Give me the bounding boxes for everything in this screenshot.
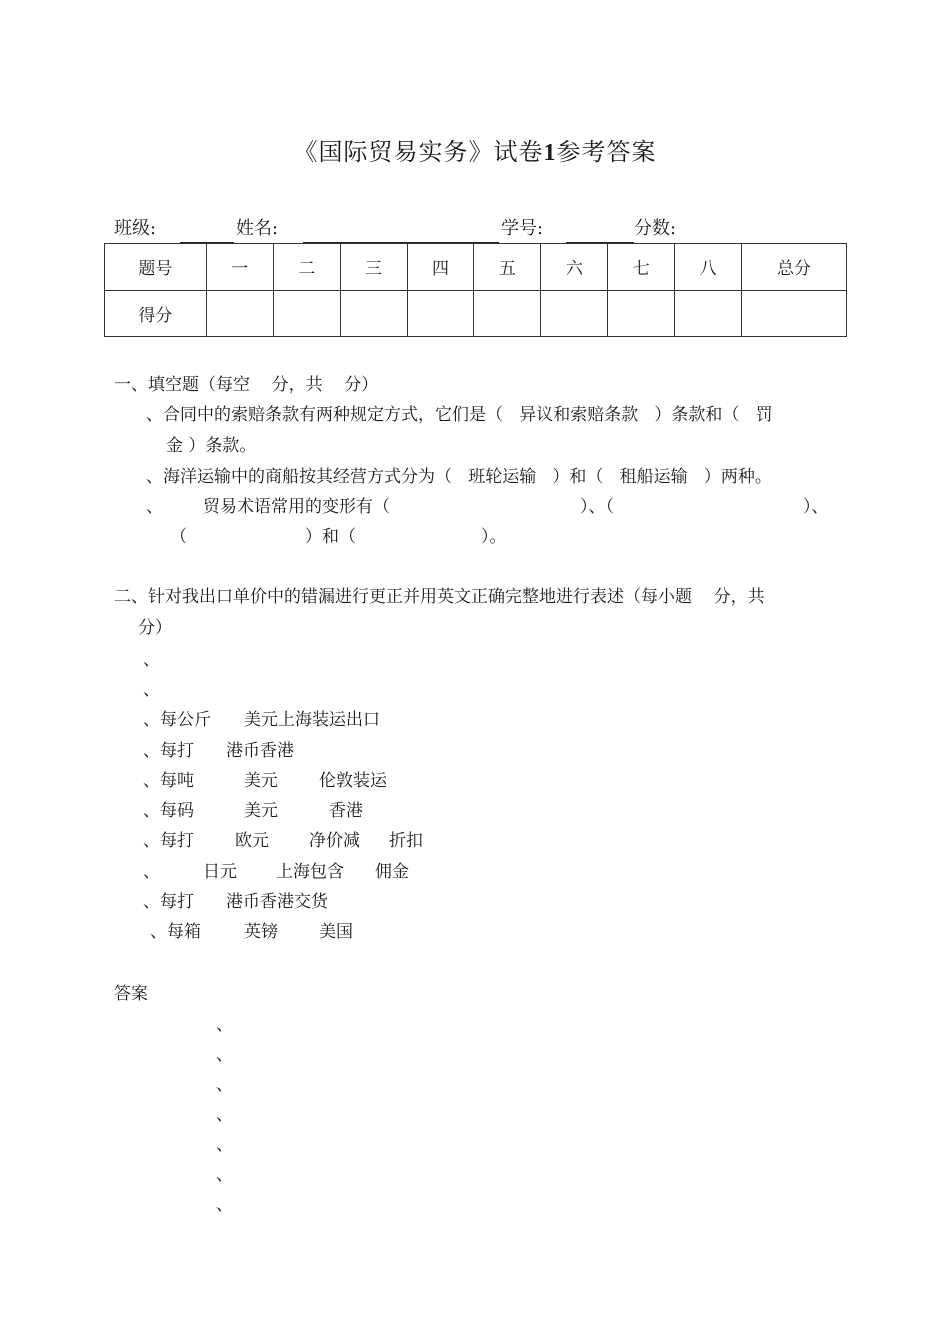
header-cell-5: 五 (474, 244, 541, 291)
score-table-header-row (105, 244, 847, 291)
section2-item-4-a: 、每打 (143, 741, 194, 761)
section2-item-3-b: 美元上海装运出口 (244, 710, 380, 730)
section2-item-5-c: 伦敦装运 (319, 771, 387, 791)
header-cell-1: 一 (206, 244, 273, 291)
section1-q3-text: 贸易术语常用的变形有（ (203, 497, 390, 517)
section2-item-8-c: 上海包含 (276, 862, 344, 882)
section2-item-7-a: 、每打 (143, 831, 194, 851)
score-cell[interactable] (206, 290, 273, 337)
section1-q2: 、海洋运输中的商船按其经营方式分为（ 班轮运输 ）和（ 租船运输 ）两种。 (146, 467, 772, 487)
header-cell-2: 二 (273, 244, 340, 291)
header-cell-6: 六 (541, 244, 608, 291)
section2-item-6-b: 美元 (244, 801, 278, 821)
section1-q1-line2: 金 ）条款。 (166, 436, 257, 456)
section2-heading-line1: 二、针对我出口单价中的错漏进行更正并用英文正确完整地进行表述（每小题 分，共 (114, 587, 765, 607)
header-cell-3: 三 (340, 244, 407, 291)
answer-mark-4: 、 (216, 1105, 233, 1125)
student-id-label: 学号: (501, 218, 544, 239)
section2-item-10-c: 美国 (319, 922, 353, 942)
score-cell[interactable] (407, 290, 474, 337)
header-cell-total: 总分 (742, 244, 847, 291)
section2-item-9-b: 港币香港交货 (226, 892, 328, 912)
score-cell[interactable] (675, 290, 742, 337)
score-table (104, 243, 847, 337)
section2-item-3-a: 、每公斤 (143, 710, 211, 730)
answer-mark-6: 、 (216, 1165, 233, 1185)
section2-item-5-b: 美元 (244, 771, 278, 791)
header-cell-question-no: 题号 (105, 244, 207, 291)
score-cell-total[interactable] (742, 290, 847, 337)
section1-q3-mark: 、 (146, 497, 163, 517)
section2-item-6-c: 香港 (329, 801, 363, 821)
score-cell[interactable] (273, 290, 340, 337)
answer-mark-3: 、 (216, 1075, 233, 1095)
score-cell[interactable] (608, 290, 675, 337)
answer-mark-7: 、 (216, 1195, 233, 1215)
section2-item-1: 、 (143, 650, 160, 670)
name-label: 姓名: (236, 218, 279, 239)
score-cell[interactable] (340, 290, 407, 337)
section2-item-10-a: 、每箱 (150, 922, 201, 942)
answer-mark-5: 、 (216, 1135, 233, 1155)
answer-mark-2: 、 (216, 1045, 233, 1065)
header-cell-8: 八 (675, 244, 742, 291)
score-cell[interactable] (541, 290, 608, 337)
header-cell-4: 四 (407, 244, 474, 291)
page-title: 《国际贸易实务》试卷1参考答案 (293, 138, 657, 166)
section2-heading-line2: 分） (138, 618, 172, 638)
score-table-score-row (105, 290, 847, 337)
section1-heading: 一、填空题（每空 分，共 分） (114, 375, 379, 395)
section2-item-8-a: 、 (143, 862, 160, 882)
section2-item-4-b: 港币香港 (226, 741, 294, 761)
row-label-score: 得分 (105, 290, 207, 337)
section2-item-10-b: 英镑 (244, 922, 278, 942)
class-label: 班级: (114, 218, 157, 239)
section2-item-6-a: 、每码 (143, 801, 194, 821)
answer-mark-1: 、 (216, 1015, 233, 1035)
section2-item-5-a: 、每吨 (143, 771, 194, 791)
section2-item-8-b: 日元 (203, 862, 237, 882)
section1-q3-line2-close: ）。 (481, 527, 507, 547)
section1-q3-sep1: ）、（ (580, 497, 614, 517)
section2-item-7-d: 折扣 (389, 831, 423, 851)
section2-item-7-c: 净价减 (309, 831, 360, 851)
section1-q3-sep2: ）、 (803, 497, 829, 517)
score-cell[interactable] (474, 290, 541, 337)
answers-heading: 答案 (114, 984, 148, 1004)
section2-item-2: 、 (143, 680, 160, 700)
section1-q3-line2-open: （ (170, 527, 187, 547)
section2-item-7-b: 欧元 (235, 831, 269, 851)
section1-q1-line1: 、合同中的索赔条款有两种规定方式，它们是（ 异议和索赔条款 ）条款和（ 罚 (146, 405, 773, 425)
header-cell-7: 七 (608, 244, 675, 291)
section2-item-8-d: 佣金 (375, 862, 409, 882)
score-label: 分数: (634, 218, 677, 239)
section2-item-9-a: 、每打 (143, 892, 194, 912)
section1-q3-line2-and: ）和（ (305, 527, 356, 547)
